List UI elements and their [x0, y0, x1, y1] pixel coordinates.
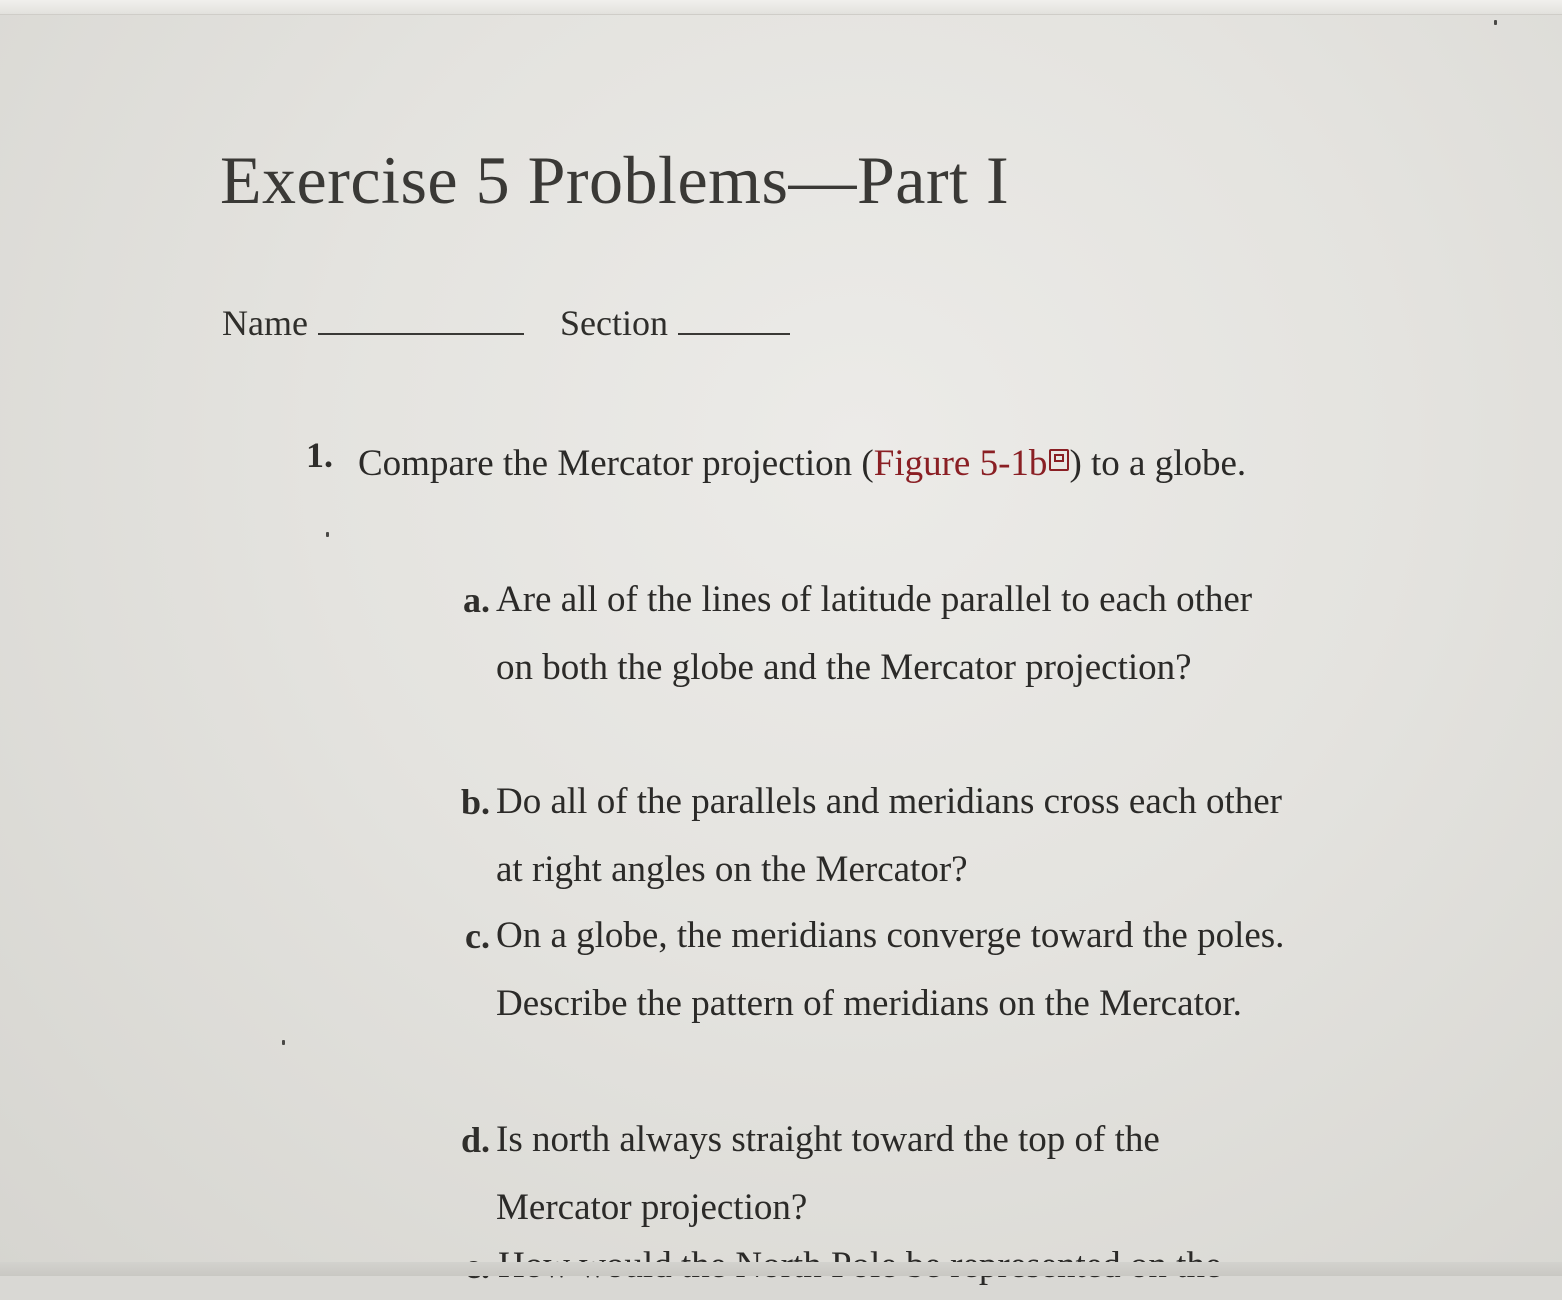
paper-speck: [282, 1040, 285, 1045]
section-label: Section: [559, 303, 668, 343]
sub-question-text: Is north always straight toward the top of the Mercator projection?: [496, 1119, 1160, 1228]
sub-question-letter: c.: [465, 916, 490, 956]
question-text-after: ) to a globe.: [1069, 443, 1247, 484]
question-text: [358, 430, 1298, 498]
page-title: Exercise 5 Problems—Part I: [220, 142, 1010, 218]
sub-question-text: Are all of the lines of latitude parallel to each other on both the globe and the Mercator projection?: [496, 579, 1253, 688]
section-blank-line: [678, 305, 790, 335]
name-label: Name: [222, 303, 308, 343]
paper-speck: [326, 532, 329, 537]
sub-question-text: On a globe, the meridians converge toward the poles. Describe the pattern of meridians on the Mercator.: [496, 915, 1285, 1024]
name-section-row: [222, 300, 790, 346]
figure-link[interactable]: [874, 443, 1070, 484]
sub-question-text: Do all of the parallels and meridians cross each other at right angles on the Mercator?: [496, 781, 1282, 890]
question-number: 1.: [306, 435, 333, 475]
page-bottom-edge: [0, 1262, 1562, 1276]
question-text-before: Compare the Mercator projection (: [358, 443, 874, 484]
sub-question-e-text: [498, 1232, 1358, 1262]
page-top-edge: [0, 0, 1562, 15]
figure-link-label: Figure 5-1b: [873, 443, 1048, 484]
name-blank-line: [318, 305, 524, 335]
sub-question-letter: b.: [460, 782, 490, 822]
paper-speck: [1494, 20, 1497, 25]
sub-question-letter: a.: [463, 580, 490, 620]
popup-window-icon[interactable]: [1049, 449, 1069, 471]
sub-question-e-letter: [440, 1232, 490, 1262]
sub-question-letter: d.: [460, 1120, 490, 1160]
